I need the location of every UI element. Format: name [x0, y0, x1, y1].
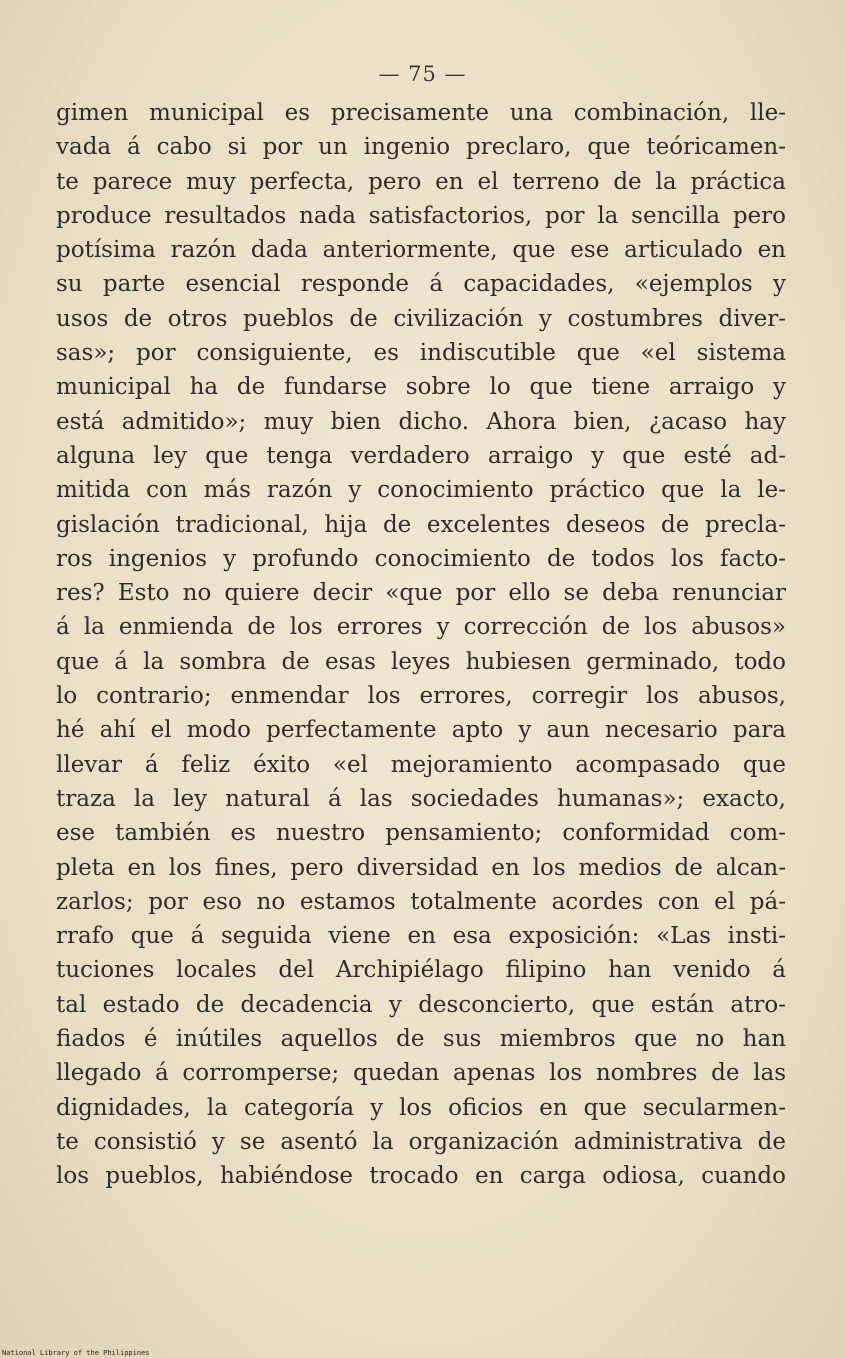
- text-line: llevar á feliz éxito «el mejoramiento acompasado que: [56, 751, 786, 778]
- text-line: gimen municipal es precisamente una combinación, lle-: [56, 100, 786, 126]
- text-line: su parte esencial responde á capacidades, «ejemplos y: [56, 271, 786, 298]
- text-line: te consistió y se asentó la organización administrativa de: [56, 1128, 786, 1155]
- text-line: zarlos; por eso no estamos totalmente acordes con el pá-: [56, 888, 786, 915]
- text-line: lo contrario; enmendar los errores, corregir los abusos,: [56, 683, 786, 710]
- text-line: rrafo que á seguida viene en esa exposición: «Las insti-: [56, 923, 786, 950]
- text-line: llegado á corromperse; quedan apenas los nombres de las: [56, 1060, 786, 1087]
- text-line: los pueblos, habiéndose trocado en carga odiosa, cuando: [56, 1163, 786, 1190]
- text-line: produce resultados nada satisfactorios, por la sencilla pero: [56, 202, 786, 229]
- text-line: hé ahí el modo perfectamente apto y aun necesario para: [56, 717, 786, 744]
- text-line: usos de otros pueblos de civilización y costumbres diver-: [56, 305, 786, 332]
- text-line: alguna ley que tenga verdadero arraigo y que esté ad-: [56, 442, 786, 469]
- text-line: sas»; por consiguiente, es indiscutible que «el sistema: [56, 340, 786, 367]
- text-line: traza la ley natural á las sociedades humanas»; exacto,: [56, 785, 786, 812]
- text-line: res? Esto no quiere decir «que por ello se deba renunciar: [56, 580, 786, 607]
- text-line: potísima razón dada anteriormente, que ese articulado en: [56, 237, 786, 264]
- text-line: vada á cabo si por un ingenio preclaro, que teóricamen-: [56, 134, 786, 161]
- text-line: está admitido»; muy bien dicho. Ahora bien, ¿acaso hay: [56, 408, 786, 435]
- library-footer: National Library of the Philippines: [2, 1349, 150, 1357]
- text-line: ese también es nuestro pensamiento; conformidad com-: [56, 820, 786, 847]
- text-line: ros ingenios y profundo conocimiento de todos los facto-: [56, 545, 786, 572]
- text-line: que á la sombra de esas leyes hubiesen germinado, todo: [56, 648, 786, 675]
- text-line: dignidades, la categoría y los oficios en que secularmen-: [56, 1094, 786, 1121]
- text-line: tal estado de decadencia y desconcierto, que están atro-: [56, 991, 786, 1018]
- text-line: municipal ha de fundarse sobre lo que tiene arraigo y: [56, 374, 786, 401]
- text-line: gislación tradicional, hija de excelentes deseos de precla-: [56, 511, 786, 538]
- text-line: te parece muy perfecta, pero en el terreno de la práctica: [56, 168, 786, 195]
- text-line: mitida con más razón y conocimiento práctico que la le-: [56, 477, 786, 504]
- text-line: á la enmienda de los errores y corrección de los abusos»: [56, 614, 786, 641]
- text-line: tuciones locales del Archipiélago filipino han venido á: [56, 957, 786, 984]
- body-text: [56, 96, 786, 1194]
- page-number: — 75 —: [378, 62, 467, 86]
- text-line: fiados é inútiles aquellos de sus miembros que no han: [56, 1026, 786, 1053]
- text-line: pleta en los fines, pero diversidad en los medios de alcan-: [56, 854, 786, 881]
